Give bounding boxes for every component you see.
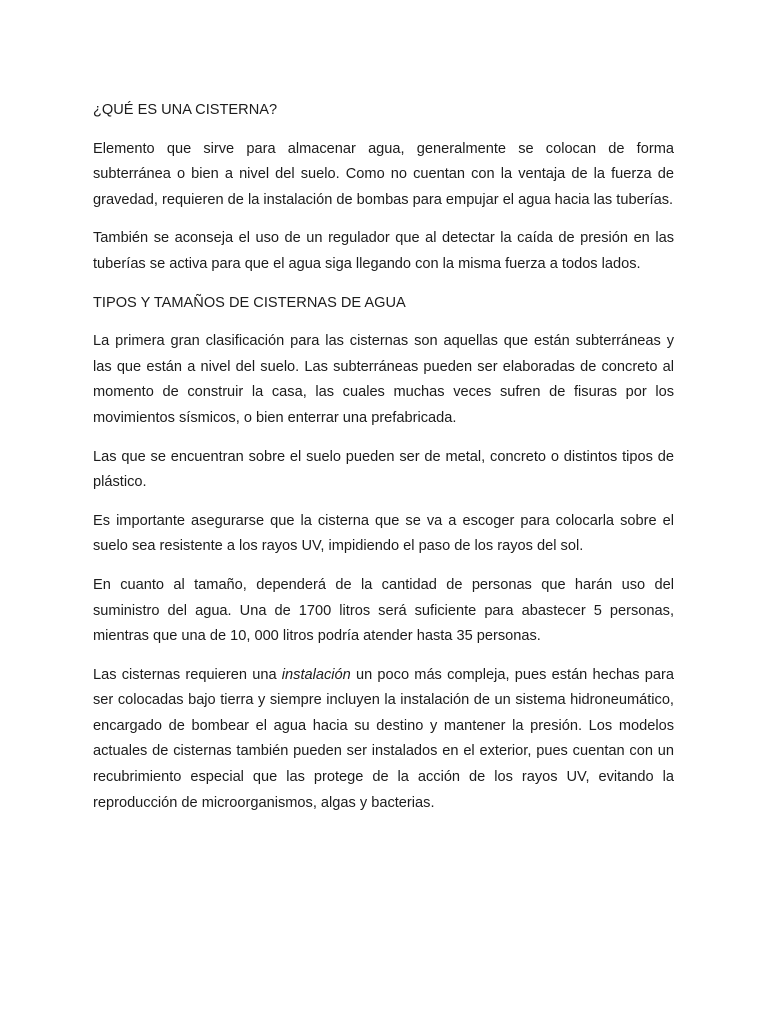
heading-que-es-una-cisterna: ¿QUÉ ES UNA CISTERNA? xyxy=(93,102,278,118)
paragraph-instalacion-start: Las cisternas requieren una xyxy=(93,666,282,683)
paragraph-definicion: Elemento que sirve para almacenar agua, generalmente se colocan de forma subterránea o bien a nivel del suelo. Como no cuentan con la ventaja de la fuerza de gravedad, requieren de la instalación de bombas para empujar el agua hacia las tuberías. xyxy=(93,140,674,208)
document-page xyxy=(93,98,674,829)
paragraph-instalacion xyxy=(93,663,674,817)
paragraph-clasificacion: La primera gran clasificación para las cisternas son aquellas que están subterráneas y las que están a nivel del suelo. Las subterráneas pueden ser elaboradas de concreto al momento de construir la casa, las cuales muchas veces sufren de fisuras por los movimientos sísmicos, o bien enterrar una prefabricada. xyxy=(93,333,674,426)
paragraph-instalacion-end: un poco más compleja, pues están hechas para ser colocadas bajo tierra y siempre incluyen la instalación de un sistema hidroneumático, encargado de bombear el agua hacia su destino y mantener la presión. Los modelos actuales de cisternas también pueden ser instalados en el exterior, pues cuentan con un recubrimiento especial que las protege de la acción de los rayos UV, evitando la reproducción de microorganismos, algas y bacterias. xyxy=(93,666,674,811)
paragraph-regulador: También se aconseja el uso de un regulador que al detectar la caída de presión en las tuberías se activa para que el agua siga llegando con la misma fuerza a todos lados. xyxy=(93,230,674,272)
paragraph-materiales: Las que se encuentran sobre el suelo pueden ser de metal, concreto o distintos tipos de plástico. xyxy=(93,448,674,491)
heading-tipos-y-tamanos: TIPOS Y TAMAÑOS DE CISTERNAS DE AGUA xyxy=(93,294,406,311)
paragraph-rayos-uv: Es importante asegurarse que la cisterna que se va a escoger para colocarla sobre el suelo sea resistente a los rayos UV, impidiendo el paso de los rayos del sol. xyxy=(93,512,674,555)
instalacion-italic-term: instalación xyxy=(281,666,351,683)
paragraph-tamano: En cuanto al tamaño, dependerá de la cantidad de personas que harán uso del suministro del agua. Una de 1700 litros será suficiente para abastecer 5 personas, mientras que una de 10, 000 litros podría atender hasta 35 personas. xyxy=(93,576,674,645)
